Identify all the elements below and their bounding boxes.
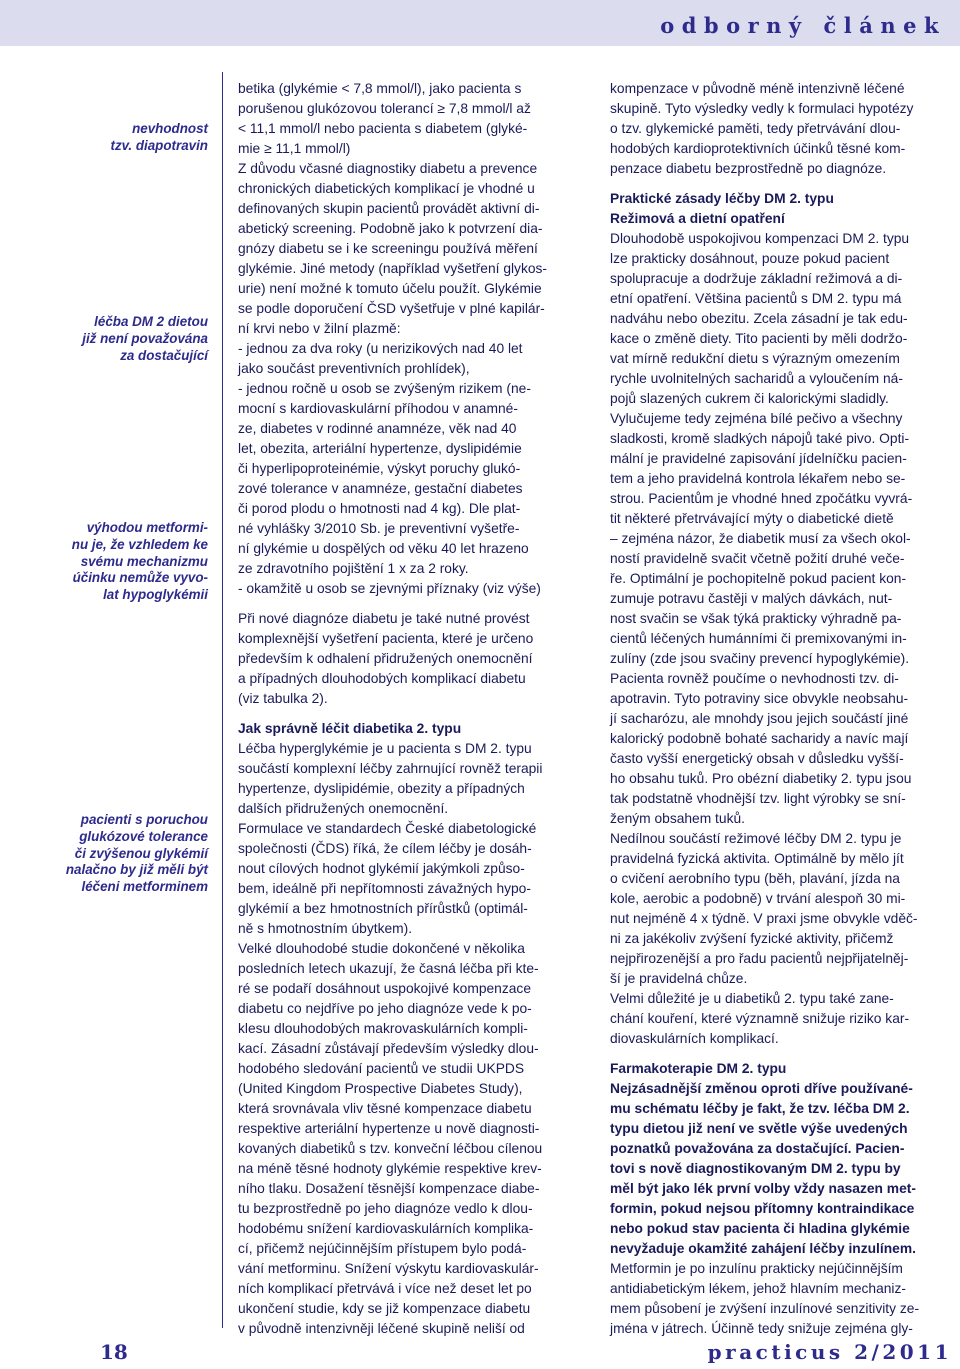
text-line: hodobých kardioprotektivních účinků těsné kom- [610,141,906,156]
text-line: Léčba hyperglykémie je u pacienta s DM 2. typu [238,741,532,756]
text-line: etní opatření. Většina pacientů s DM 2. typu má [610,291,902,306]
paragraph-gap [610,1049,958,1059]
text-line: nejpřirozenější a pro řadu pacientů nejpřijatelněj- [610,951,909,966]
text-line: kovaných diabetiků s tzv. konveční léčbou cílenou [238,1141,543,1156]
text-line: součástí komplexní léčby zahrnující rovněž terapii [238,761,543,776]
text-line: kací. Zásadní zůstávají především výsledky dlou- [238,1041,539,1056]
text-line: tit některé přetrvávající mýty o diabetické dietě [610,511,894,526]
pull-quote-line: nalačno by již měli být [65,862,208,878]
pull-quote [40,121,208,155]
text-line: zové tolerance v anamnéze, gestační diabetes [238,481,523,496]
text-line: jako součást preventivních prohlídek), [238,361,470,376]
text-line: cí, přičemž nejúčinnějším přístupem bylo podá- [238,1241,527,1256]
text-line: – zejména názor, že diabetik musí za všech okol- [610,531,911,546]
pull-quote-line: lat hypoglykémii [103,587,208,603]
text-line: ni za jakékoliv zvýšení fyzické aktivity, přičemž [610,931,894,946]
text-line: či porod plodu o hmotnosti nad 4 kg). Dle plat- [238,501,521,516]
text-line: kompenzace v původně méně intenzivně léčené [610,81,905,96]
section-label: odborný článek [660,13,946,38]
text-line: diabetu co nejdříve po jeho diagnóze vede k po- [238,1001,532,1016]
text-line: mocní s kardiovaskulární příhodou v anamné- [238,401,518,416]
text-line: glykémie. Jiné metody (například vyšetření glykos- [238,261,548,276]
text-line: definovaných skupin pacientů provádět aktivní di- [238,201,540,216]
text-line: apotravin. Tyto potraviny sice obvykle neobsahu- [610,691,909,706]
text-line: tem a jeho pravidelná kontrola lékařem nebo se- [610,471,906,486]
text-line: o cvičení aerobního typu (běh, plavání, jízda na [610,871,900,886]
pull-quote-line: léčba DM 2 dietou [94,314,208,329]
pull-quote-line: výhodou metformi- [86,520,208,535]
text-line: Velké dlouhodobé studie dokončené v několika [238,941,525,956]
text-line: (United Kingdom Prospective Diabetes Study), [238,1081,523,1096]
text-line: antidiabetickým lékem, jehož hlavním mechaniz- [610,1281,906,1296]
text-line: posledních letech ukazují, že časná léčba při kte- [238,961,539,976]
text-line: se podle doporučení ČSD vyšetřuje v plné kapilár- [238,301,545,316]
text-line: vat mírně redukční dietu s výrazným omezením [610,351,900,366]
pull-quote-line: nevhodnost [132,121,208,136]
text-line: tu bezprostředně po jeho diagnóze vedlo k dlou- [238,1201,533,1216]
text-line: respektive arteriální hypertenze u nově diagnosti- [238,1121,540,1136]
text-line: či hyperlipoproteinémie, výskyt poruchy glukó- [238,461,521,476]
text-line: kole, aerobic a podobně) v trvání alespoň 30 mi- [610,891,906,906]
text-line: ního tlaku. Dosažení těsnější kompenzace diabe- [238,1181,540,1196]
text-line: Pacienta rovněž poučíme o nevhodnosti tzv. di- [610,671,899,686]
text-line: Z důvodu včasné diagnostiky diabetu a prevence [238,161,538,176]
text-line: chronických diabetických komplikací je vhodné u [238,181,535,196]
text-line: Jak správně léčit diabetika 2. typu [238,721,462,736]
text-line: nout cílových hodnot glykémií jakýmkoli způso- [238,861,525,876]
text-line: - okamžitě u osob se zjevnými příznaky (viz výše) [238,581,541,596]
text-line: ře. Optimální je pochopitelně pokud pacient kon- [610,571,907,586]
text-line: hodobému snížení kardiovaskulárních komplika- [238,1221,534,1236]
text-line: kace o změně diety. Tito pacienti by měli dodržo- [610,331,908,346]
pull-quote-line: svému mechanizmu [80,553,208,569]
paragraph-gap [610,179,958,189]
text-line: vání metforminu. Snížení výskytu kardiovaskulár- [238,1261,539,1276]
text-line: né vyhlášky 3/2010 Sb. je preventivní vyšetře- [238,521,520,536]
text-line: Velmi důležité je u diabetiků 2. typu také zane- [610,991,894,1006]
text-line: strou. Pacientům je vhodné hned zpočátku vyvrá- [610,491,913,506]
text-line: mální je pravidelné zapisování jídelníčku pacien- [610,451,907,466]
text-line: chání kouření, které významně snižuje riziko kar- [610,1011,910,1026]
text-line: pojů slazených cukrem či kalorickými sladidly. [610,391,889,406]
pull-quote-line: již není považována [82,330,208,346]
text-line: jména v játrech. Účinně tedy snižuje zejména gly- [610,1321,913,1336]
text-line: dalších přidružených onemocnění. [238,801,449,816]
text-line: nevyžaduje okamžité zahájení léčby inzulínem. [610,1241,916,1256]
text-line: zulíny (zde jsou svačiny prevencí hypoglykémie). [610,651,910,666]
text-line: nebo pokud stav pacienta či hladina glykémie [610,1221,910,1236]
pull-quote [40,520,208,604]
pull-quote-line: za dostačující [120,347,208,363]
pull-quote [40,812,208,896]
text-line: - jednou za dva roky (u nerizikových nad 40 let [238,341,523,356]
text-line: let, obezita, arteriální hypertenze, dyslipidémie [238,441,522,456]
text-line: ností pravidelně svačit včetně požití druhé veče- [610,551,905,566]
article-column-right [610,79,958,1339]
text-line: spolupracuje a dodržuje základní režimová a di- [610,271,903,286]
text-line: mu schématu léčby je fakt, že tzv. léčba DM 2. [610,1101,910,1116]
text-line: Při nové diagnóze diabetu je také nutné provést [238,611,530,626]
text-line: Nejzásadnější změnou oproti dříve používané- [610,1081,913,1096]
text-line: formin, pokud nejsou přítomny kontraindikace [610,1201,915,1216]
text-line: diovaskulárních komplikací. [610,1031,779,1046]
pull-quote-line: léčeni metforminem [81,879,208,895]
text-line: tovi s nově diagnostikovaným DM 2. typu by [610,1161,901,1176]
text-line: ré se podaří dosáhnout uspokojivé kompenzace [238,981,531,996]
text-line: Formulace ve standardech České diabetologické [238,821,537,836]
text-line: betika (glykémie < 7,8 mmol/l), jako pacienta s [238,81,522,96]
text-line: < 11,1 mmol/l nebo pacienta s diabetem (glyké- [238,121,528,136]
text-line: ních komplikací přetrvává i více než deset let po [238,1281,532,1296]
text-line: hypertenze, dyslipidémie, obezity a případných [238,781,525,796]
text-line: ukončení studie, kdy se již kompenzace diabetu [238,1301,531,1316]
text-line: urie) není možné k tomuto účelu použít. Glykémie [238,281,542,296]
text-line: typu dietou již není ve světle výše uvedených [610,1121,908,1136]
text-line: ší je pravidelná chůze. [610,971,748,986]
text-line: o tzv. glykemické paměti, tedy přetrvávání dlou- [610,121,901,136]
text-line: ní glykémie u dospělých od věku 40 let hrazeno [238,541,529,556]
text-line: ze, diabetes v rodinné anamnéze, věk nad 40 [238,421,517,436]
paragraph-gap [238,709,588,719]
text-line: poznatků považována za dostačující. Pacien- [610,1141,905,1156]
text-line: lze prakticky dosáhnout, pouze pokud pacient [610,251,890,266]
text-line: společnosti (ČDS) říká, že cílem léčby je dosáh- [238,841,532,856]
text-line: ženým obsahem tuků. [610,811,745,826]
text-line: zumuje potravu častěji v malých dávkách, nut- [610,591,893,606]
text-line: nost svačin se však týká prakticky výhradně pa- [610,611,902,626]
text-line: měl být jako lék první volby vždy nasazen met- [610,1181,916,1196]
text-line: ně s hmotnostním úbytkem). [238,921,413,936]
text-line: rychle uvolnitelných sacharidů a vyloučením ná- [610,371,903,386]
text-line: ho obsahu tuků. Pro obézní diabetiky 2. typu jsou [610,771,912,786]
text-line: bem, ideálně při nepřítomnosti závažných hypo- [238,881,531,896]
text-line: v původně intenzivněji léčené skupině neliší od [238,1321,525,1336]
text-line: Nedílnou součástí režimové léčby DM 2. typu je [610,831,902,846]
text-line: kalorický podobně bohaté sacharidy a navíc mají [610,731,909,746]
text-line: penzace diabetu bezprostředně po diagnóze. [610,161,887,176]
text-line: Praktické zásady léčby DM 2. typu [610,191,834,206]
text-line: komplexnější vyšetření pacienta, které je určeno [238,631,534,646]
text-line: jí sacharózu, ale mnohdy jsou jejich součástí jiné [610,711,909,726]
pull-quote-line: glukózové tolerance [79,828,208,844]
text-line: (viz tabulka 2). [238,691,328,706]
text-line: nut nejméně 4 x týdně. V praxi jsme obvykle vděč- [610,911,918,926]
text-line: porušenou glukózovou tolerancí ≥ 7,8 mmol/l až [238,101,531,116]
text-line: hodobého sledování pacientů ve studii UKPDS [238,1061,525,1076]
text-line: především k odhalení přidružených onemocnění [238,651,533,666]
text-line: nadváhu nebo obezitu. Zcela zásadní je tak edu- [610,311,908,326]
text-line: Farmakoterapie DM 2. typu [610,1061,787,1076]
pull-quote-line: účinku nemůže vyvo- [72,570,208,586]
text-line: sladkosti, kromě sladkých nápojů také pivo. Opti- [610,431,910,446]
text-line: Režimová a dietní opatření [610,211,785,226]
text-line: ze zdravotního pojištění 1 x za 2 roky. [238,561,469,576]
pull-quote-line: či zvýšenou glykémií [74,845,208,861]
article-column-left [238,79,588,1339]
text-line: a případných dlouhodobých komplikací diabetu [238,671,526,686]
text-line: pravidelná fyzická aktivita. Optimálně by mělo jít [610,851,904,866]
text-line: Vylučujeme tedy zejména bílé pečivo a všechny [610,411,903,426]
text-line: mie ≥ 11,1 mmol/l) [238,141,351,156]
pull-quote-line: nu je, že vzhledem ke [71,536,208,552]
text-line: tak podstatně vhodnější tzv. light výrobky se sní- [610,791,906,806]
text-line: která srovnávala vliv těsné kompenzace diabetu [238,1101,532,1116]
column-rule [222,72,223,1328]
page-number: 18 [100,1340,128,1364]
text-line: skupině. Tyto výsledky vedly k formulaci hypotézy [610,101,914,116]
pull-quote [40,314,208,364]
text-line: klesu dlouhodobých makrovaskulárních kompli- [238,1021,528,1036]
pull-quote-line: pacienti s poruchou [80,812,208,827]
text-line: glykémií a bez hmotnostních přírůstků (optimál- [238,901,528,916]
text-line: na méně těsné hodnoty glykémie respektive krev- [238,1161,542,1176]
text-line: - jednou ročně u osob se zvýšeným rizikem (ne- [238,381,531,396]
text-line: Metformin je po inzulínu prakticky nejúčinnějším [610,1261,903,1276]
text-line: mem působení je zvýšení inzulínové senzitivity ze- [610,1301,920,1316]
text-line: často vyšší energetický obsah v důsledku vyšší- [610,751,904,766]
text-line: abetický screening. Podobně jako k potvrzení dia- [238,221,543,236]
paragraph-gap [238,599,588,609]
text-line: ní krvi nebo v žilní plazmě: [238,321,401,336]
text-line: cientů léčených humánními či premixovanými in- [610,631,907,646]
text-line: Dlouhodobě uspokojivou kompenzaci DM 2. typu [610,231,910,246]
journal-name: practicus 2/2011 [707,1340,952,1364]
pull-quote-line: tzv. diapotravin [110,137,208,153]
text-line: gnózy diabetu se i ke screeningu používá měření [238,241,538,256]
